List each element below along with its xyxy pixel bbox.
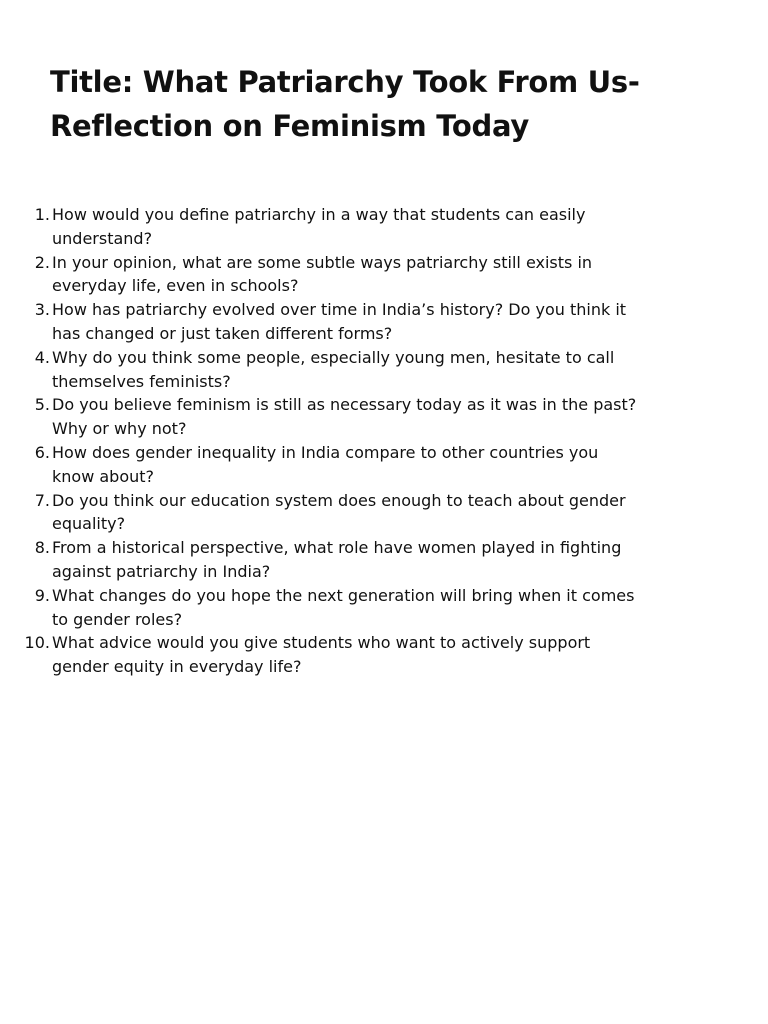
question-text: How has patriarchy evolved over time in India’s history? Do you think it has changed or just taken different forms? xyxy=(52,300,627,343)
question-text: Do you believe feminism is still as necessary today as it was in the past? Why or why not? xyxy=(52,395,637,439)
question-text: Why do you think some people, especially young men, hesitate to call themselves feminists? xyxy=(52,347,615,391)
question-text: In your opinion, what are some subtle ways patriarchy still exists in everyday life, even in schools? xyxy=(52,252,593,296)
list-item xyxy=(0,441,640,489)
question-number: 1. xyxy=(34,205,50,224)
list-item xyxy=(0,631,640,679)
document-title: Title: What Patriarchy Took From Us- Reflection on Feminism Today xyxy=(50,65,640,143)
question-number: 3. xyxy=(34,300,50,320)
question-text: What changes do you hope the next generation will bring when it comes to gender roles? xyxy=(52,585,635,629)
question-text: How does gender inequality in India compare to other countries you know about? xyxy=(52,442,599,486)
question-number: 8. xyxy=(34,538,50,558)
question-number: 2. xyxy=(34,252,50,272)
question-text: From a historical perspective, what role have women played in fighting against patriarchy in India? xyxy=(52,538,622,581)
question-number: 7. xyxy=(34,490,50,510)
question-list xyxy=(0,203,640,679)
list-item xyxy=(0,584,640,632)
list-item xyxy=(0,203,640,251)
list-item xyxy=(0,346,640,394)
question-number: 10. xyxy=(24,633,50,653)
question-number: 9. xyxy=(34,585,50,605)
list-item xyxy=(0,536,640,584)
question-number: 4. xyxy=(34,347,50,367)
list-item xyxy=(0,251,640,299)
list-item xyxy=(0,393,640,441)
question-number: 6. xyxy=(34,442,50,462)
question-text: What advice would you give students who want to actively support gender equity in everyday life? xyxy=(52,633,591,677)
question-text: How would you define patriarchy in a way that students can easily understand? xyxy=(52,205,586,248)
list-item xyxy=(0,298,640,346)
question-number: 5. xyxy=(34,395,50,415)
question-text: Do you think our education system does enough to teach about gender equality? xyxy=(52,490,626,534)
list-item xyxy=(0,489,640,537)
